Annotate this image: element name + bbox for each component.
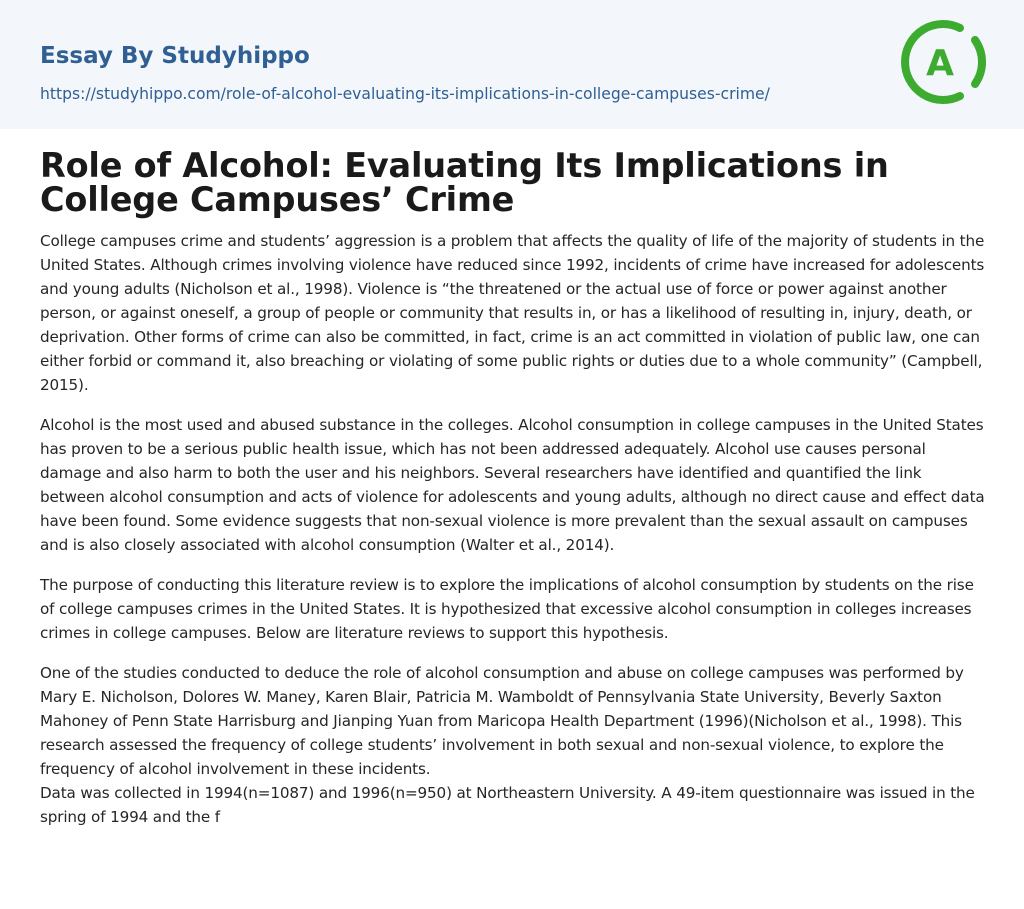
paragraph-4: One of the studies conducted to deduce the role of alcohol consumption and abuse on college campuses was performed by Mary E. Nicholson, Dolores W. Maney, Karen Blair, Patricia M. Wamboldt of Pennsylvania State University, Beverly Saxton Mahoney of Penn State Harrisburg and Jianping Yuan from Maricopa Health Department (1996)(Nicholson et al., 1998). This research assessed the frequency of college students’ involvement in both sexual and non-sexual violence, to explore the frequency of alcohol involvement in these incidents. — [40, 664, 964, 778]
logo-letter: A — [926, 43, 954, 84]
article-title: Role of Alcohol: Evaluating Its Implications in College Campuses’ Crime — [40, 146, 889, 219]
paragraph-5: Data was collected in 1994(n=1087) and 1996(n=950) at Northeastern University. A 49-item questionnaire was issued in the spring of 1994 and the f — [40, 784, 975, 826]
paragraph-1: College campuses crime and students’ aggression is a problem that affects the quality of life of the majority of students in the United States. Although crimes involving violence have reduced since 1992, incidents of crime have increased for adolescents and young adults (Nicholson et al., 1998). Violence is “the threatened or the actual use of force or power against another person, or against oneself, a group of people or community that results in, or has a likelihood of resulting in, injury, death, or deprivation. Other forms of crime can also be committed, in fact, crime is an act committed in violation of public law, one can either forbid or command it, also breaching or violating of some public rights or duties due to a whole community” (Campbell, 2015). — [40, 232, 985, 394]
studyhippo-logo-icon[interactable] — [896, 18, 988, 106]
site-header — [0, 0, 1024, 129]
brand-name[interactable]: Essay By Studyhippo — [40, 43, 310, 69]
paragraph-2: Alcohol is the most used and abused substance in the colleges. Alcohol consumption in college campuses in the United States has proven to be a serious public health issue, which has not been addressed adequately. Alcohol use causes personal damage and also harm to both the user and his neighbors. Several researchers have identified and quantified the link between alcohol consumption and acts of violence for adolescents and young adults, although no direct cause and effect data have been found. Some evidence suggests that non-sexual violence is more prevalent than the sexual assault on campuses and is also closely associated with alcohol consumption (Walter et al., 2014). — [40, 416, 985, 554]
paragraph-3: The purpose of conducting this literature review is to explore the implications of alcohol consumption by students on the rise of college campuses crimes in the United States. It is hypothesized that excessive alcohol consumption in colleges increases crimes in college campuses. Below are literature reviews to support this hypothesis. — [40, 576, 974, 642]
article-body — [40, 229, 986, 845]
source-url-link[interactable]: https://studyhippo.com/role-of-alcohol-evaluating-its-implications-in-college-campuses-crime/ — [40, 85, 770, 103]
